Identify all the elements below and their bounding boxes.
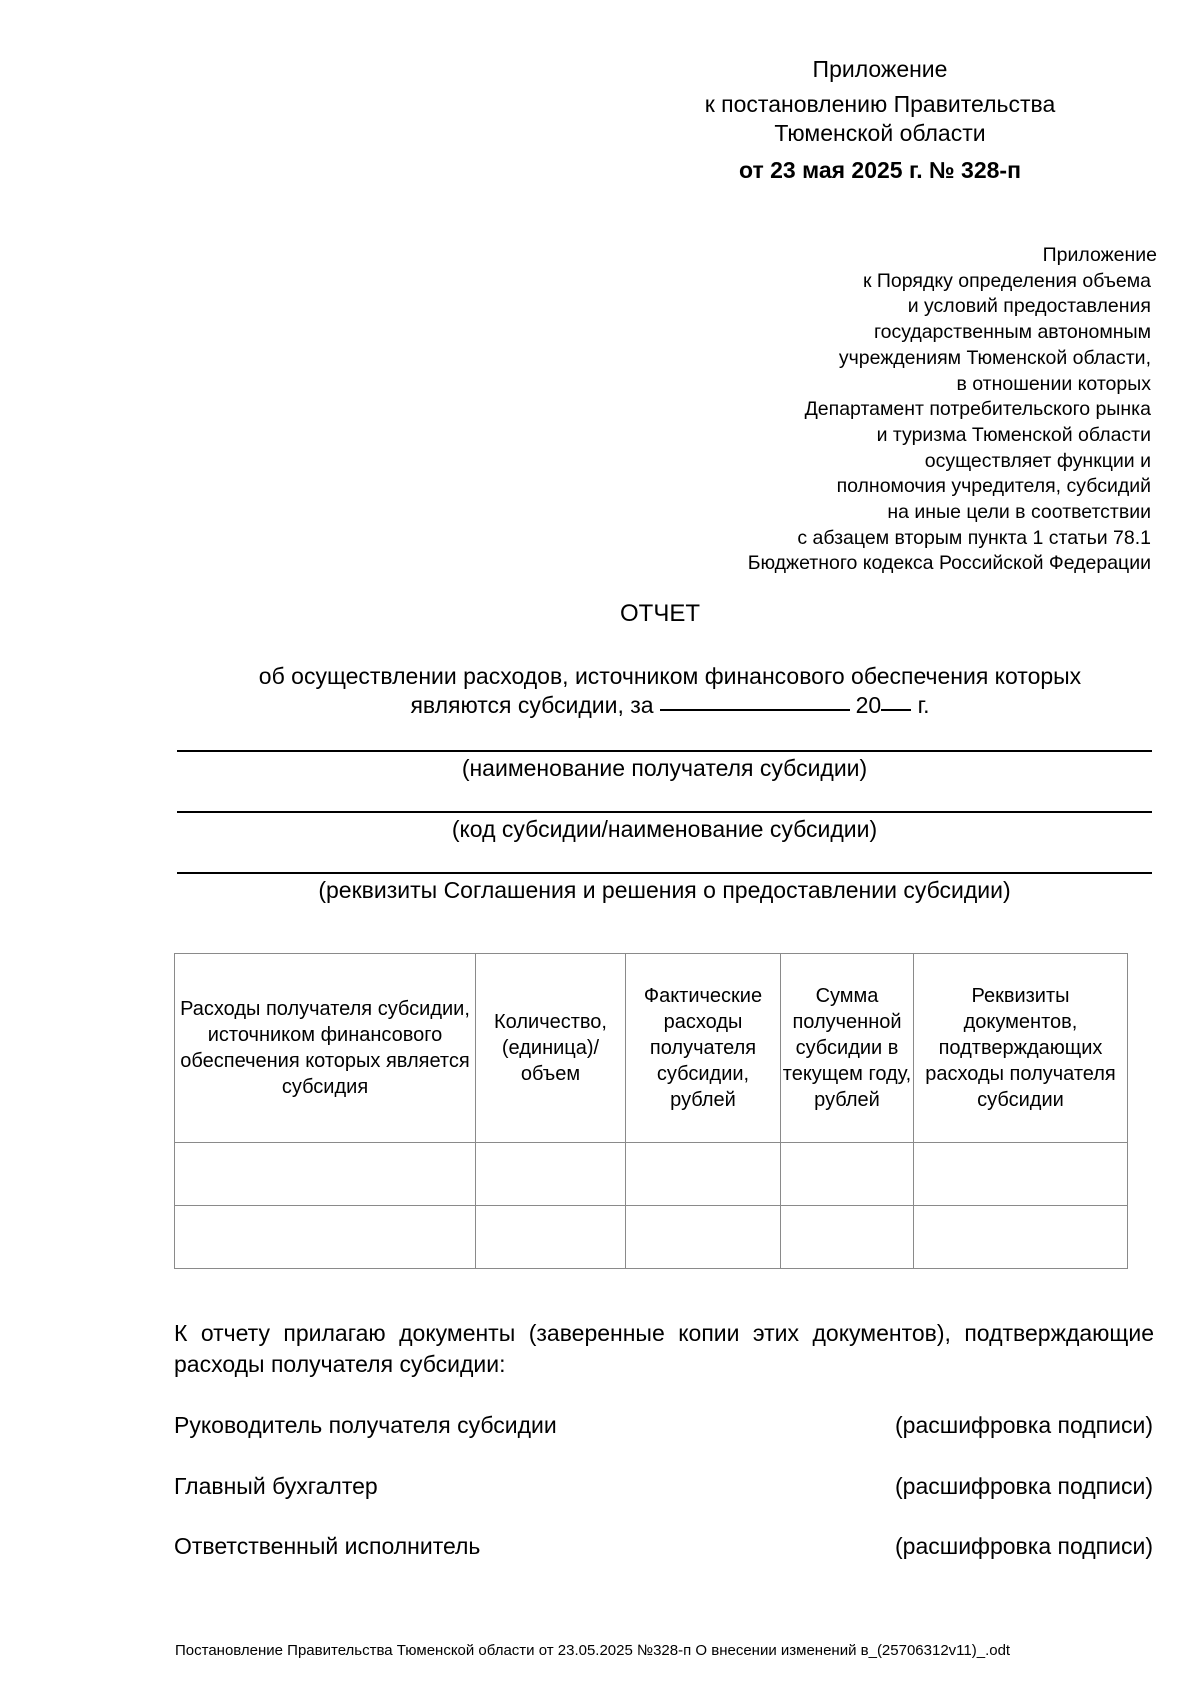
sub-header-block [540,243,1157,577]
sub-header-line: государственным автономным [873,321,1151,344]
table-cell[interactable] [914,1206,1128,1269]
table-cell[interactable] [781,1206,914,1269]
header-date: от 23 мая 2025 г. № 328-п [739,157,1021,183]
recipient-name-caption: (наименование получателя субсидии) [461,755,868,781]
table-row [175,1206,1128,1269]
table-header-quantity: Количество, (единица)/ объем [476,954,626,1143]
table-cell[interactable] [914,1143,1128,1206]
report-year-blank[interactable] [881,709,911,711]
table-cell[interactable] [175,1143,476,1206]
table-cell[interactable] [476,1206,626,1269]
report-period-label: являются субсидии, за [410,692,654,718]
sub-header-line: Департамент потребительского рынка [804,398,1151,421]
signature-role-accountant: Главный бухгалтер [174,1473,378,1499]
report-description-line1: об осуществлении расходов, источником финансового обеспечения которых [258,663,1082,689]
table-header-actual-expenses: Фактические расходы получателя субсидии, рублей [626,954,781,1143]
report-description [150,662,1190,720]
table-header-row [175,954,1128,1143]
sub-header-line: с абзацем вторым пункта 1 статьи 78.1 [797,526,1151,549]
table-cell[interactable] [781,1143,914,1206]
header-block [650,55,1110,185]
report-year-suffix: г. [917,692,930,718]
sub-header-line: осуществляет функции и [924,449,1151,472]
table-cell[interactable] [175,1206,476,1269]
sub-header-title: Приложение [1042,244,1157,266]
report-description-line2 [150,691,1190,720]
report-year-prefix: 20 [855,692,882,718]
sub-header-line: к Порядку определения объема [862,269,1151,292]
agreement-details-caption: (реквизиты Соглашения и решения о предоставлении субсидии) [318,877,1011,903]
sub-header-line: на иные цели в соответствии [887,501,1151,524]
report-title: ОТЧЕТ [620,600,700,627]
subsidy-code-line[interactable] [177,811,1152,813]
signature-role-executor: Ответственный исполнитель [174,1533,481,1559]
table-cell[interactable] [626,1206,781,1269]
subsidy-code-caption: (код субсидии/наименование субсидии) [451,816,878,842]
header-line-decree: к постановлению Правительства [704,91,1056,117]
table-cell[interactable] [626,1143,781,1206]
table-header-subsidy-amount: Сумма полученной субсидии в текущем году, рублей [781,954,914,1143]
expense-table [174,953,1128,1269]
signature-name-accountant: (расшифровка подписи) [895,1473,1153,1499]
agreement-details-line[interactable] [177,872,1152,874]
sub-header-line: учреждениям Тюменской области, [838,346,1151,369]
signature-name-executor: (расшифровка подписи) [895,1533,1153,1559]
sub-header-line: Бюджетного кодекса Российской Федерации [747,552,1151,575]
table-header-expenses: Расходы получателя субсидии, источником финансового обеспечения которых является субсидия [175,954,476,1143]
signature-role-head: Руководитель получателя субсидии [174,1412,557,1438]
sub-header-line: полномочия учредителя, субсидий [836,475,1151,498]
table-row [175,1143,1128,1206]
signature-name-head: (расшифровка подписи) [895,1412,1153,1438]
sub-header-line: и условий предоставления [907,295,1151,318]
attachment-paragraph: К отчету прилагаю документы (заверенные копии этих документов), подтверждающие расходы получателя субсидии: [174,1320,1154,1377]
header-line-region: Тюменской области [774,120,986,146]
header-title: Приложение [812,56,948,82]
table-header-document-details: Реквизиты документов, подтверждающих расходы получателя субсидии [914,954,1128,1143]
recipient-name-line[interactable] [177,750,1152,752]
table-cell[interactable] [476,1143,626,1206]
document-footer: Постановление Правительства Тюменской области от 23.05.2025 №328-п О внесении изменений в_(25706312v11)_.odt [175,1642,1011,1659]
report-period-blank[interactable] [660,709,850,711]
sub-header-line: в отношении которых [956,372,1151,395]
sub-header-line: и туризма Тюменской области [876,423,1151,446]
